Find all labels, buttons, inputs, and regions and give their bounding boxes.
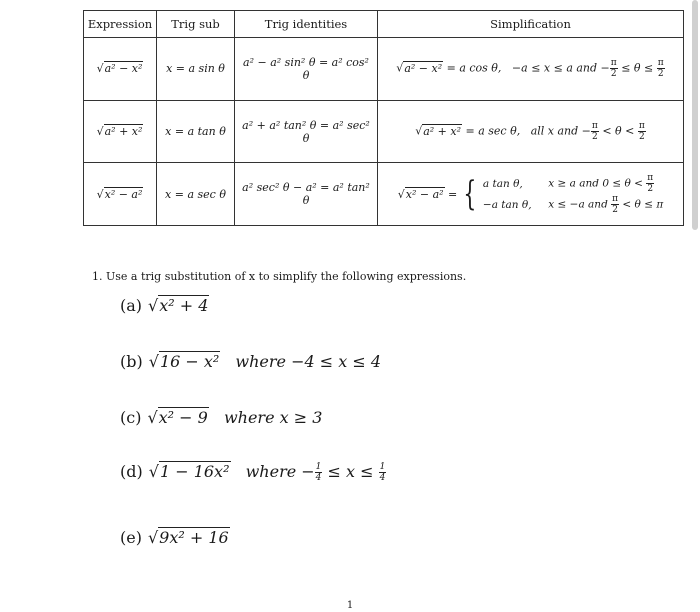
exercise-part-a: (a) √x² + 4 xyxy=(120,296,209,315)
table-row xyxy=(84,163,684,226)
identity-cell: a² − a² sin² θ = a² cos² θ xyxy=(235,38,378,101)
expression-cell: √a² + x² xyxy=(84,100,157,163)
piecewise-cases: a tan θ, x ≥ a and 0 ≤ θ < $\frac{\pi}{2}$ −a tan θ, x ≤ −a and $\frac{\pi}{2}$ < θ ≤ π xyxy=(482,173,664,216)
trig-substitution-table xyxy=(83,10,684,226)
simplification-cell: √a² − x² = a cos θ, −a ≤ x ≤ a and − $\frac{\pi}{2}$ ≤ θ ≤ $\frac{\pi}{2}$ xyxy=(378,38,684,101)
left-brace: { xyxy=(463,174,477,215)
exercise-part-e: (e) √9x² + 16 xyxy=(120,528,229,547)
identity-cell: a² sec² θ − a² = a² tan² θ xyxy=(235,163,378,226)
exercise-part-d: (d) √1 − 16x² where − $\frac{1}{4}$ ≤ x ≤ $\frac{1}{4}$ xyxy=(120,462,386,483)
exercise-prompt: 1. Use a trig substitution of x to simplify the following expressions. xyxy=(92,270,467,283)
header-trig-identities: Trig identities xyxy=(235,11,378,38)
scrollbar[interactable] xyxy=(692,0,698,230)
identity-cell: a² + a² tan² θ = a² sec² θ xyxy=(235,100,378,163)
exercise-part-b: (b) √16 − x² where −4 ≤ x ≤ 4 xyxy=(120,352,382,371)
table-row xyxy=(84,100,684,163)
simplification-cell: √a² + x² = a sec θ, all x and − $\frac{\pi}{2}$ < θ < $\frac{\pi}{2}$ xyxy=(378,100,684,163)
expression-cell: √x² − a² xyxy=(84,163,157,226)
page-number: 1 xyxy=(346,600,354,611)
exercise-part-c: (c) √x² − 9 where x ≥ 3 xyxy=(120,408,323,427)
exercise-section xyxy=(92,270,652,289)
expression-cell: √a² − x² xyxy=(84,38,157,101)
table-header-row xyxy=(84,11,684,38)
header-trig-sub: Trig sub xyxy=(157,11,235,38)
trig-sub-cell: x = a tan θ xyxy=(157,100,235,163)
header-expression: Expression xyxy=(84,11,157,38)
table-row xyxy=(84,38,684,101)
simplification-cell: √x² − a² = { a tan θ, x ≥ a and 0 ≤ θ < $\frac{\pi}{2}$ −a tan θ, x ≤ −a and $\frac{\pi}{2}$ < θ ≤ π xyxy=(378,163,684,226)
trig-sub-cell: x = a sec θ xyxy=(157,163,235,226)
header-simplification: Simplification xyxy=(378,11,684,38)
trig-sub-cell: x = a sin θ xyxy=(157,38,235,101)
